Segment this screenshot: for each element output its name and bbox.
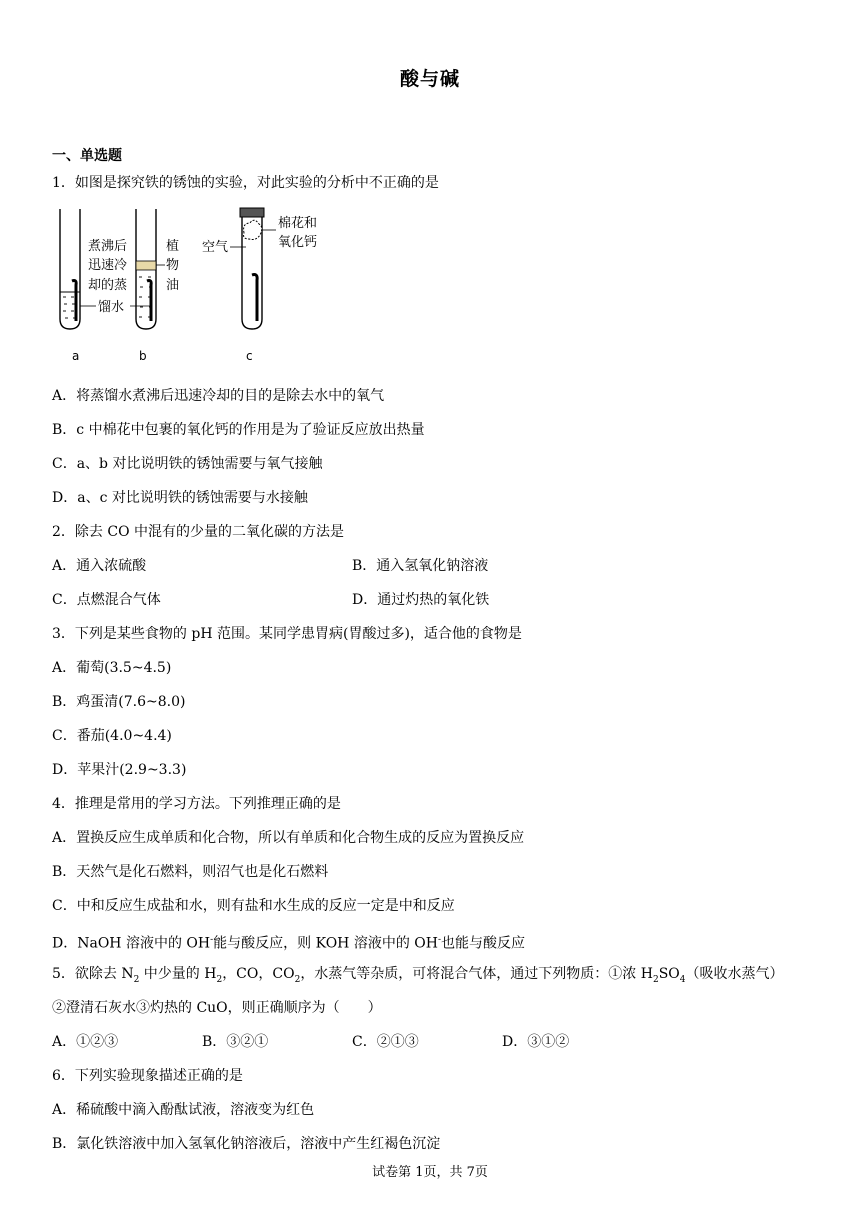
q6-option-a: A．稀硫酸中滴入酚酞试液，溶液变为红色 <box>52 1102 315 1118</box>
q5-option-a: A．①②③ <box>52 1034 119 1050</box>
q4-option-c: C．中和反应生成盐和水，则有盐和水生成的反应一定是中和反应 <box>52 898 455 914</box>
section-heading: 一、单选题 <box>52 148 122 164</box>
q4-option-a: A．置换反应生成单质和化合物，所以有单质和化合物生成的反应为置换反应 <box>52 830 525 846</box>
q2-option-a: A．通入浓硫酸 <box>52 558 147 574</box>
q1-stem: 1．如图是探究铁的锈蚀的实验，对此实验的分析中不正确的是 <box>52 175 439 191</box>
air-label: 空气 <box>202 240 229 255</box>
q1-option-c: C．a、b 对比说明铁的锈蚀需要与氧气接触 <box>52 456 323 472</box>
tube-b-label: b <box>139 349 147 363</box>
water-label-line-3: 却的蒸 <box>88 278 128 293</box>
tube-a-label: a <box>72 349 80 363</box>
q5-stem-line-2: ②澄清石灰水③灼热的 CuO，则正确顺序为（ ） <box>52 1000 382 1016</box>
tube-c-label: c <box>246 349 253 363</box>
page-title: 酸与碱 <box>399 68 460 90</box>
q4-option-d: D．NaOH 溶液中的 OH-能与酸反应，则 KOH 溶液中的 OH-也能与酸反应 <box>52 935 526 952</box>
water-label-line-1: 煮沸后 <box>88 239 128 254</box>
tube-c <box>240 208 264 329</box>
q3-option-d: D．苹果汁(2.9~3.3) <box>52 762 187 778</box>
q4-stem: 4．推理是常用的学习方法。下列推理正确的是 <box>52 796 341 812</box>
q4-option-b: B．天然气是化石燃料，则沼气也是化石燃料 <box>52 864 329 880</box>
q1-option-b: B．c 中棉花中包裹的氧化钙的作用是为了验证反应放出热量 <box>52 422 425 438</box>
oil-label-line-3: 油 <box>166 278 180 293</box>
q6-option-b: B．氯化铁溶液中加入氢氧化钠溶液后，溶液中产生红褐色沉淀 <box>52 1136 441 1152</box>
q2-stem: 2．除去 CO 中混有的少量的二氧化碳的方法是 <box>52 524 344 540</box>
q1-option-d: D．a、c 对比说明铁的锈蚀需要与水接触 <box>52 490 308 506</box>
q1-option-a: A．将蒸馏水煮沸后迅速冷却的目的是除去水中的氧气 <box>52 388 385 404</box>
q3-option-b: B．鸡蛋清(7.6~8.0) <box>52 694 186 710</box>
iron-rust-experiment-figure <box>52 205 342 369</box>
cotton-label-line-1: 棉花和 <box>278 216 318 231</box>
tube-a <box>60 209 80 329</box>
q6-stem: 6．下列实验现象描述正确的是 <box>52 1068 243 1084</box>
oil-label-line-1: 植 <box>166 239 180 254</box>
cotton-label-line-2: 氧化钙 <box>278 235 318 250</box>
tube-b <box>136 209 156 329</box>
page-footer: 试卷第 1页，共 7页 <box>372 1165 488 1180</box>
q3-option-a: A．葡萄(3.5~4.5) <box>52 660 172 676</box>
q5-option-c: C．②①③ <box>352 1034 419 1050</box>
oil-label-line-2: 物 <box>166 258 180 273</box>
q5-option-b: B．③②① <box>202 1034 269 1050</box>
q3-stem: 3．下列是某些食物的 pH 范围。某同学患胃病(胃酸过多)，适合他的食物是 <box>52 626 522 642</box>
water-label-line-2: 迅速冷 <box>88 258 128 273</box>
q5-stem-line-1: 5．欲除去 $N_2$ 中少量的 $H_2$，CO，$CO_2$，水蒸气等杂质，可将混合气体，通过下列物质：①浓 $H_2SO_4$（吸收水蒸气） <box>52 966 784 985</box>
q2-option-c: C．点燃混合气体 <box>52 592 161 608</box>
q2-option-b: B．通入氢氧化钠溶液 <box>352 558 489 574</box>
q5-option-d: D．③①② <box>502 1034 570 1050</box>
q2-option-d: D．通过灼热的氧化铁 <box>352 592 490 608</box>
q3-option-c: C．番茄(4.0~4.4) <box>52 728 172 744</box>
water-label-line-4: 馏水 <box>98 300 125 315</box>
